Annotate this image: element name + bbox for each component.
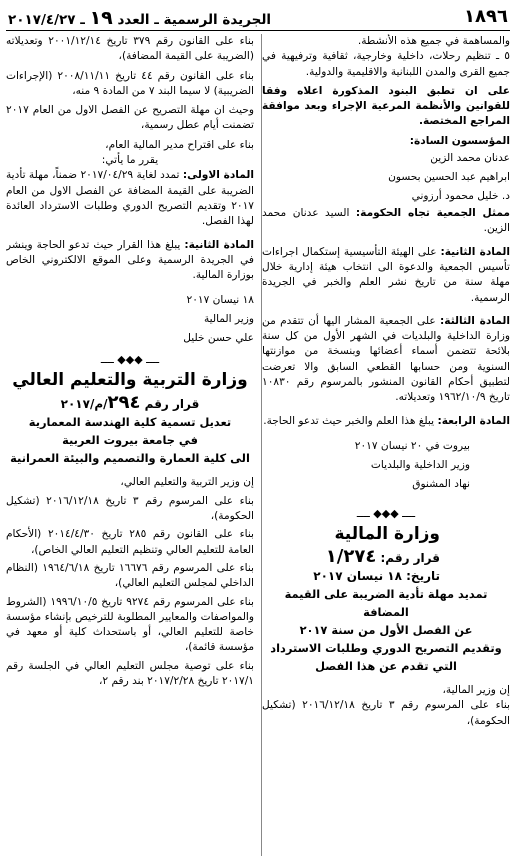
founders-heading: المؤسسون السادة: [409,134,510,147]
page-header [6,4,510,31]
signoff-line: ١٨ نيسان ٢٠١٧ [186,294,254,307]
spacer [262,429,510,437]
rep-label: ممثل الجمعية تجاه الحكومة: [355,207,510,220]
spacer [6,467,254,475]
paragraph: بناء على المرسوم رقم ٣ تاريخ ٢٠١٦/١٢/١٨ (تشكيل الحكومة)، [262,699,510,727]
founder-name: د. خليل محمود أرزوني [411,190,510,203]
article-4 [262,414,510,429]
decree-title-line: التي تقدم عن هذا الفصل [315,658,457,673]
decree-title-line: في جامعة بيروت العربية [62,433,198,448]
section-ornament: ــــ ◆◆◆ ــــ [356,506,416,520]
decree-title-line: تعديل تسمية كلية الهندسة المعمارية [28,415,232,430]
decree-title-line: وتقديم التصريح الدوري وطلبات الاسترداد [270,640,502,655]
representative [262,206,510,237]
decree-label: قرار رقم: [380,550,440,565]
paragraph: والمساهمة في جميع هذه الأنشطة. [357,35,510,47]
spacer [262,494,510,508]
paragraph: بناء على المرسوم رقم ١٦٦٧٦ تاريخ ١٩٦٤/٦/١٨ (النظام الداخلي لمجلس التعليم العالي)، [6,561,254,590]
spacer [262,406,510,414]
left-column [6,34,254,856]
paragraph: وحيث ان مهلة التصريح عن الفصل الاول من العام ٢٠١٧ تضمنت أيام عطل رسمية، [6,104,254,132]
issue-number: ١٩ [89,7,113,29]
founder-name: عدنان محمد الزين [430,152,510,165]
decides-line: يقرر ما يأتي: [101,154,159,167]
article-text: تمدد لغاية ٢٠١٧/٠٤/٢٩ ضمناً، مهلة تأدية الضريبة على القيمة المضافة عن الفصل الاول من العام ٢٠١٧ وتقديم التصريح الدوري وطلبات الاسترداد العائدة لهذا الفصل. [6,169,254,228]
columns [6,34,510,856]
paragraph: بناء على القانون رقم ٤٤ تاريخ ٢٠٠٨/١١/١١ (الإجراءات الضريبية) لا سيما البند ٧ من المادة ٩ منه، [6,69,254,97]
decree-label: قرار رقم [144,397,200,412]
signoff-line: بيروت في ٢٠ نيسان ٢٠١٧ [354,439,470,452]
spacer [262,306,510,314]
gazette-name: الجريدة الرسمية ـ العدد [117,12,272,28]
ministry-heading: وزارة التربية والتعليم العالي [12,370,248,391]
right-column [262,34,510,856]
article-text: على الهيئة التأسيسية إستكمال اجراءات تأسيس الجمعية والدعوة الى انتخاب هيئة إدارية خلال مهلة سنة من تاريخ نشر العلم والخبر في الجريدة الرسمية. [262,245,510,304]
spacer [6,230,254,238]
paragraph: بناء على القانون رقم ٢٨٥ تاريخ ٢٠١٤/٤/٣٠ (الأحكام العامة للتعليم العالي وتنظيم التعليم العالي الخاص)، [6,528,254,556]
decree-date: تاريخ: ١٨ نيسان ٢٠١٧ [313,568,440,583]
spacer [262,675,510,683]
decree-title-line: عن الفصل الأول من سنة ٢٠١٧ [299,622,473,637]
article-label: المادة الاولى: [182,169,254,182]
decree-title-line: تمديد مهلة تأدية الضريبة على القيمة المضافة [284,586,488,619]
paragraph: بناء على اقتراح مدير المالية العام، [105,138,254,151]
issue-line [8,7,271,29]
article-text: يبلغ هذا العلم والخبر حيث تدعو الحاجة. [263,414,435,427]
decree-num: ١/٢٧٤ [325,545,377,567]
paragraph: إن وزير التربية والتعليم العالي، [120,476,254,489]
spacer [262,237,510,245]
signoff-line: وزير الداخلية والبلديات [370,458,470,471]
article-label: المادة الثالثة: [440,314,510,327]
signoff-line: نهاد المشنوق [412,477,470,490]
decree-number [262,545,510,567]
issue-date: ـ ٢٠١٧/٤/٢٧ [8,12,85,28]
paragraph: بناء على المرسوم رقم ٣ تاريخ ٢٠١٦/١٢/١٨ (تشكيل الحكومة)، [6,494,254,523]
article-text: على الجمعية المشار اليها أن تتقدم من وزارة الداخلية والبلديات في الشهر الأول من كل سنة بلائحة تتضمن أسماء أعضائها وبنسخة من موازنتها السنوية ومن حسابها القطعي السابق والا تعرضت لتطبيق أحكام القانون المنشور بالمرسوم رقم ١٠٨٣٠ تاريخ ١٩٦٢/١٠/٩ وتعديلاته. [262,314,510,404]
section-ornament: ــــ ◆◆◆ ــــ [100,353,160,367]
paragraph: ٥ ـ تنظيم رحلات، داخلية وخارجية، ثقافية وترفيهية في جميع القرى والمدن اللبنانية والاقليمية والدولية. [262,50,510,78]
article-1 [6,168,254,229]
article-2 [6,238,254,284]
bold-note: على ان تطبق البنود المذكورة اعلاه وفقا للقوانين والأنظمة المرعية الإجراء وبعد موافقة المراجع المختصة. [262,84,510,128]
rep-name: السيد عدنان محمد الزين. [262,207,510,235]
decree-suffix: /م/٢٠١٧ [60,397,108,412]
article-label: المادة الثانية: [440,245,510,258]
paragraph: بناء على القانون رقم ٣٧٩ تاريخ ٢٠٠١/١٢/١٤ وتعديلاته (الضريبة على القيمة المضافة)، [6,35,254,63]
founder-name: ابراهيم عبد الحسين بحسون [388,171,510,184]
article-label: المادة الرابعة: [437,414,510,427]
spacer [6,283,254,291]
article-3 [262,314,510,406]
page-number: ١٨٩٦ [464,6,508,27]
signoff-line: وزير المالية [203,313,254,326]
decree-title-line: الى كلية العمارة والتصميم والبيئة العمرانية [10,451,250,466]
article-text: يبلغ هذا القرار حيث تدعو الحاجة وينشر في الجريدة الرسمية وعلى الموقع الالكتروني الخاص بوزارة المالية. [6,238,254,282]
paragraph: بناء على المرسوم رقم ٩٢٧٤ تاريخ ١٩٩٦/١٠/٥ (الشروط والمواصفات والمعايير المطلوبة للترخيص بإنشاء مؤسسة خاصة للتعليم العالي، أو باستحداث كلية أو معهد في مؤسسة قائمة)، [6,595,254,654]
decree-number [6,394,254,413]
decree-num: ٢٩٤ [107,392,141,414]
ministry-heading: وزارة المالية [334,523,440,544]
article-label: المادة الثانية: [184,238,254,251]
paragraph: إن وزير المالية، [442,683,510,696]
signoff-line: علي حسن خليل [183,332,254,345]
article-2 [262,245,510,306]
paragraph: بناء على توصية مجلس التعليم العالي في الجلسة رقم ٢٠١٧/١ تاريخ ٢٠١٧/٢/٢٨ بند رقم ٢، [6,659,254,688]
